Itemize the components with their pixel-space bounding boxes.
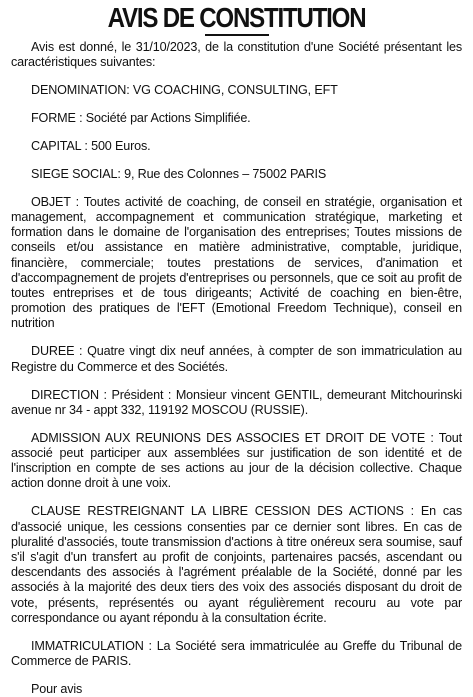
title-divider	[205, 34, 269, 36]
immatriculation-paragraph: IMMATRICULATION : La Société sera immatriculée au Greffe du Tribunal de Commerce de PARIS.	[11, 638, 462, 668]
forme-line: FORME : Société par Actions Simplifiée.	[31, 110, 251, 125]
clause-paragraph: CLAUSE RESTREIGNANT LA LIBRE CESSION DES ACTIONS : En cas d'associé unique, les cessions consenties par ce dernier sont libres. En cas de pluralité d'associés, toute transmission d'actions à titre onéreux sera soumise, sauf s'il s'agit d'un transfert au profit de conjoints, partenaires pacsés, ascendant ou descendants des associés à l'agrément préalable de la Société, donné par les associés à la majorité des deux tiers des voix des associés disposant du droit de vote, présents, représentés ou ayant régulièrement recouru au vote par correspondance ou ayant répondu à la consultation écrite.	[11, 504, 462, 625]
direction-paragraph: DIRECTION : Président : Monsieur vincent GENTIL, demeurant Mitchourinski avenue nr 34 - appt 332, 119192 MOSCOU (RUSSIE).	[11, 387, 462, 417]
admission-paragraph: ADMISSION AUX REUNIONS DES ASSOCIES ET DROIT DE VOTE : Tout associé peut participer aux assemblées sur justification de son identité et de l'inscription en compte de ses actions au jour de la décision collective. Chaque action donne droit à une voix.	[11, 430, 462, 491]
intro-paragraph: Avis est donné, le 31/10/2023, de la constitution d'une Société présentant les caractéristiques suivantes:	[11, 39, 462, 69]
denomination-line: DENOMINATION: VG COACHING, CONSULTING, EFT	[31, 82, 338, 97]
capital-line: CAPITAL : 500 Euros.	[31, 138, 151, 153]
duree-paragraph: DUREE : Quatre vingt dix neuf années, à compter de son immatriculation au Registre du Commerce et des Sociétés.	[11, 344, 462, 374]
closing-line: Pour avis	[31, 681, 83, 696]
objet-paragraph: OBJET : Toutes activité de coaching, de conseil en stratégie, organisation et management, accompagnement et communication stratégique, marketing et formation dans le domaine de l'organisation des entreprises; Toutes missions de conseils et/ou assistance en matière administrative, comptable, juridique, financière, commerciale; toutes prestations de services, d'animation et d'accompagnement de projets d'entreprises ou personnels, que ce soit au profit de toutes entreprises et de tous dirigeants; Activité de coaching en bien-être, promotion des pratiques de l'EFT (Emotional Freedom Technique), conseil en nutrition	[11, 194, 462, 331]
siege-social-line: SIEGE SOCIAL: 9, Rue des Colonnes – 75002 PARIS	[31, 166, 327, 181]
notice-title: AVIS DE CONSTITUTION	[107, 2, 366, 33]
legal-notice	[0, 2, 473, 696]
